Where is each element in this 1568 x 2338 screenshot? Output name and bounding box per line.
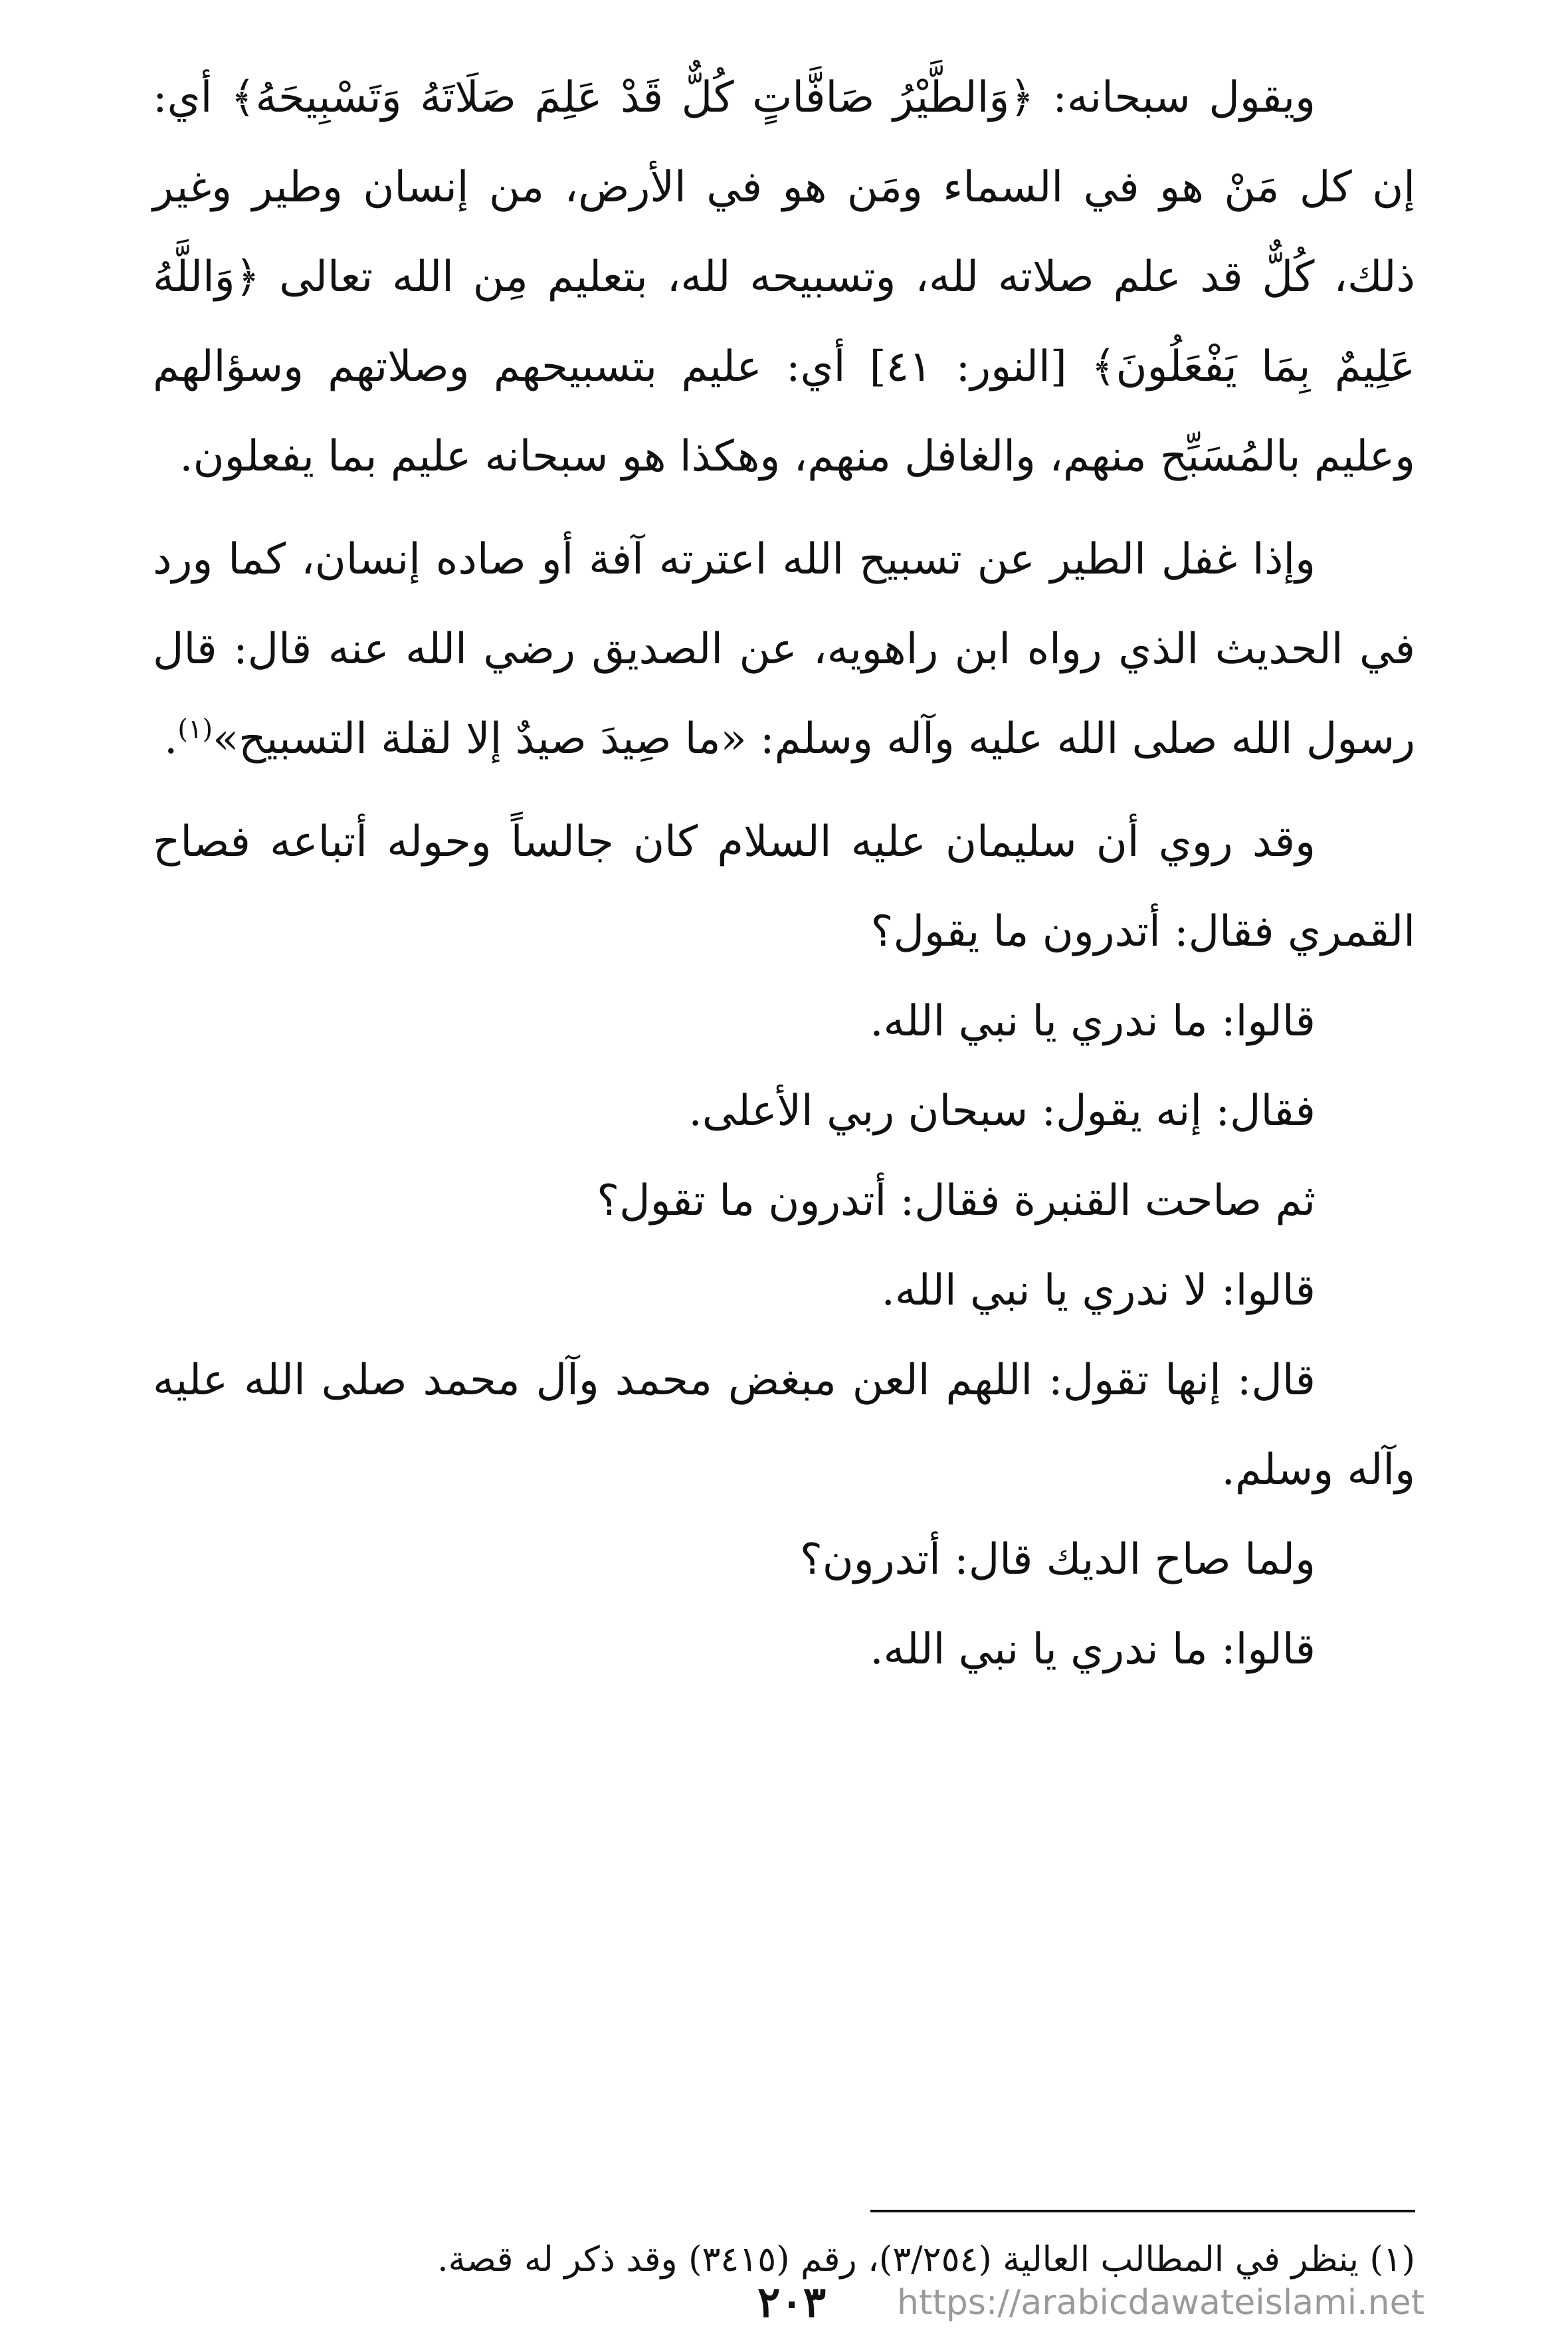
paragraph-gap bbox=[153, 784, 1415, 797]
dialogue-line-1: قالوا: ما ندري يا نبي الله. bbox=[870, 997, 1316, 1046]
dialogue-line-4: قالوا: لا ندري يا نبي الله. bbox=[881, 1266, 1316, 1315]
dialogue-line-7: قالوا: ما ندري يا نبي الله. bbox=[870, 1625, 1316, 1674]
dialogue-line-2: فقال: إنه يقول: سبحان ربي الأعلى. bbox=[688, 1087, 1316, 1136]
page-footer bbox=[0, 2276, 1568, 2329]
footnote: (١) ينظر في المطالب العالية (٣/٢٥٤)، رقم (٣٤١٥) وقد ذكر له قصة. bbox=[437, 2240, 1415, 2280]
paragraph-2-text: وإذا غفل الطير عن تسبيح الله اعترته آفة أو صاده إنسان، كما ورد في الحديث الذي رواه ابن راهويه، عن الصديق رضي الله عنه قال: قال رسول الله صلى الله عليه وآله وسلم: «ما صِيدَ صيدٌ إلا لقلة التسبيح» bbox=[153, 535, 1415, 764]
dialogue-line-5: قال: إنها تقول: اللهم العن مبغض محمد وآل محمد صلى الله عليه وآله وسلم. bbox=[153, 1356, 1415, 1495]
paragraph-3: وقد روي أن سليمان عليه السلام كان جالساً وحوله أتباعه فصاح القمري فقال: أتدرون ما يقول؟ bbox=[153, 817, 1415, 956]
dialogue-line-3: ثم صاحت القنبرة فقال: أتدرون ما تقول؟ bbox=[597, 1176, 1316, 1225]
paragraph-gap bbox=[153, 502, 1415, 515]
dialogue-line-6: ولما صاح الديك قال: أتدرون؟ bbox=[799, 1535, 1316, 1584]
watermark-url: https://arabicdawateislami.net bbox=[897, 2283, 1425, 2323]
page-number: ٢٠٣ bbox=[757, 2278, 827, 2327]
main-text bbox=[153, 53, 1415, 1695]
footnote-divider bbox=[870, 2210, 1415, 2212]
paragraph-1: ويقول سبحانه: ﴿وَالطَّيْرُ صَافَّاتٍ كُلٌّ قَدْ عَلِمَ صَلَاتَهُ وَتَسْبِيحَهُ﴾ أي: إن كل مَنْ هو في السماء ومَن هو في الأرض، من إنسان وطير وغير ذلك، كُلٌّ قد علم صلاته لله، وتسبيحه لله، بتعليم مِن الله تعالى ﴿وَاللَّهُ عَلِيمٌ بِمَا يَفْعَلُونَ﴾ [النور: ٤١] أي: عليم بتسبيحهم وصلاتهم وسؤالهم وعليم بالمُسَبِّح منهم، والغافل منهم، وهكذا هو سبحانه عليم بما يفعلون. bbox=[153, 73, 1416, 481]
footnote-marker[interactable]: (١) bbox=[177, 714, 213, 745]
paragraph-2: وإذا غفل الطير عن تسبيح الله اعترته آفة أو صاده إنسان، كما ورد في الحديث الذي رواه ابن راهويه، عن الصديق رضي الله عنه قال: قال رسول الله صلى الله عليه وآله وسلم: «ما صِيدَ صيدٌ إلا لقلة التسبيح»$^{(١)}$. bbox=[153, 535, 1415, 764]
